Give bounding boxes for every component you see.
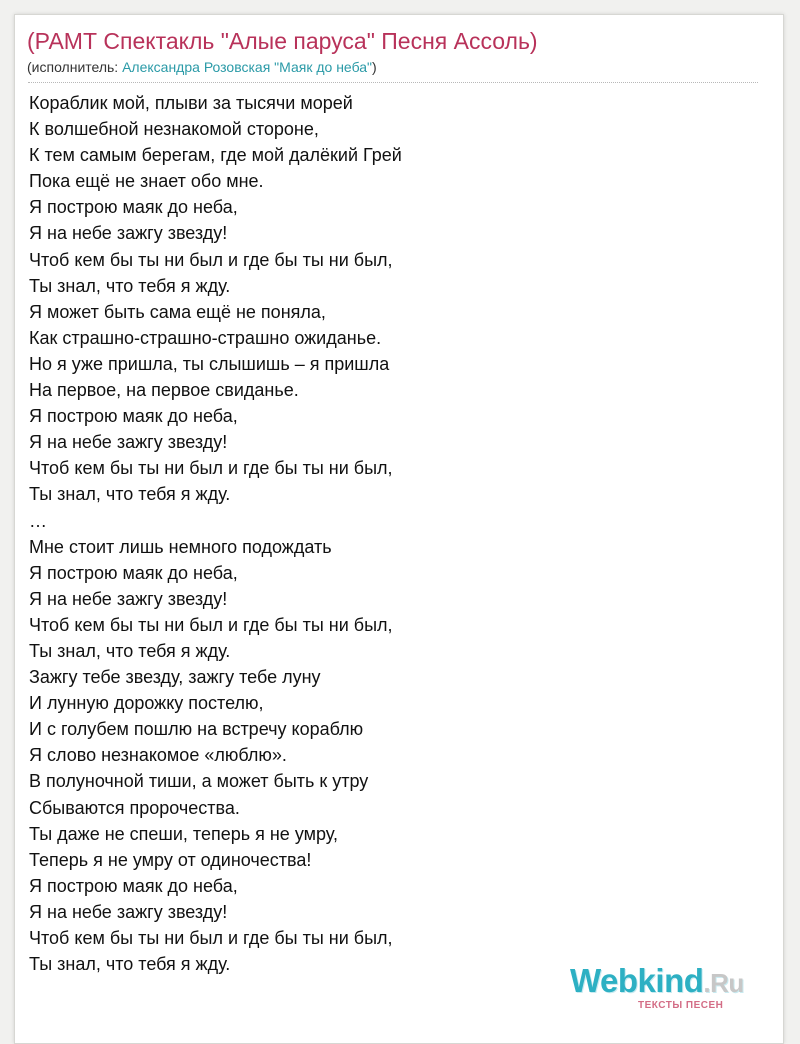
logo-ext: .Ru [703, 968, 744, 998]
lyric-line: Я слово незнакомое «люблю». [29, 745, 287, 766]
lyric-line: Я построю маяк до неба, [29, 875, 238, 896]
lyric-line: Сбываются пророчества. [29, 797, 240, 818]
lyric-line: Чтоб кем бы ты ни был и где бы ты ни был, [29, 614, 393, 635]
lyric-line: Чтоб кем бы ты ни был и где бы ты ни был, [29, 928, 393, 948]
lyric-line: В полуночной тиши, а может быть к утру [29, 771, 369, 792]
lyric-line: Но я уже пришла, ты слышишь – я пришла [29, 353, 390, 374]
lyric-line: Я может быть сама ещё не поняла, [29, 301, 326, 322]
lyric-line: Ты знал, что тебя я жду. [29, 640, 231, 661]
lyric-line: Я на небе зажгу звезду! [29, 588, 228, 609]
lyric-line: Ты даже не спеши, теперь я не умру, [29, 823, 338, 844]
lyric-line: Ты знал, что тебя я жду. [29, 275, 231, 296]
lyric-line: И с голубем пошлю на встречу кораблю [29, 719, 364, 740]
logo-wordmark [570, 962, 744, 1000]
lyric-line: К тем самым берегам, где мой далёкий Грей [29, 145, 402, 166]
lyric-line: Чтоб кем бы ты ни был и где бы ты ни был, [29, 249, 393, 270]
performer-prefix: (исполнитель: [27, 59, 123, 75]
divider [28, 82, 758, 83]
lyric-line: Ты знал, что тебя я жду. [29, 484, 231, 505]
lyric-line: Кораблик мой, плыви за тысячи морей [29, 93, 353, 113]
logo-tagline: ТЕКСТЫ ПЕСЕН [638, 1000, 724, 1011]
webkind-logo[interactable] [570, 962, 770, 1020]
lyric-line: К волшебной незнакомой стороне, [29, 119, 319, 140]
lyric-line: Зажгу тебе звезду, зажгу тебе луну [29, 667, 321, 688]
lyric-line: Как страшно-страшно-страшно ожиданье. [29, 327, 382, 348]
lyric-line: Я на небе зажгу звезду! [29, 432, 228, 453]
performer-line [27, 59, 377, 76]
lyric-line: … [29, 510, 47, 531]
page-title: (РАМТ Спектакль "Алые паруса" Песня Ассоль) [27, 28, 538, 54]
artist-link[interactable]: Александра Розовская "Маяк до неба" [122, 59, 373, 75]
lyric-line: И лунную дорожку постелю, [29, 693, 264, 714]
performer-suffix: ) [372, 59, 377, 75]
lyrics-text [29, 90, 402, 977]
lyric-line: Я построю маяк до неба, [29, 197, 238, 218]
lyric-line: На первое, на первое свиданье. [29, 380, 299, 401]
lyric-line: Чтоб кем бы ты ни был и где бы ты ни был, [29, 458, 393, 479]
lyric-line: Пока ещё не знает обо мне. [29, 171, 264, 192]
lyric-line: Ты знал, что тебя я жду. [29, 954, 231, 975]
lyric-line: Я построю маяк до неба, [29, 406, 238, 427]
logo-name: Webkind [570, 962, 704, 999]
lyric-line: Я на небе зажгу звезду! [29, 901, 228, 922]
lyric-line: Мне стоит лишь немного подождать [29, 536, 332, 557]
lyric-line: Теперь я не умру от одиночества! [29, 849, 312, 870]
lyric-line: Я построю маяк до неба, [29, 562, 238, 583]
lyric-line: Я на небе зажгу звезду! [29, 223, 228, 244]
